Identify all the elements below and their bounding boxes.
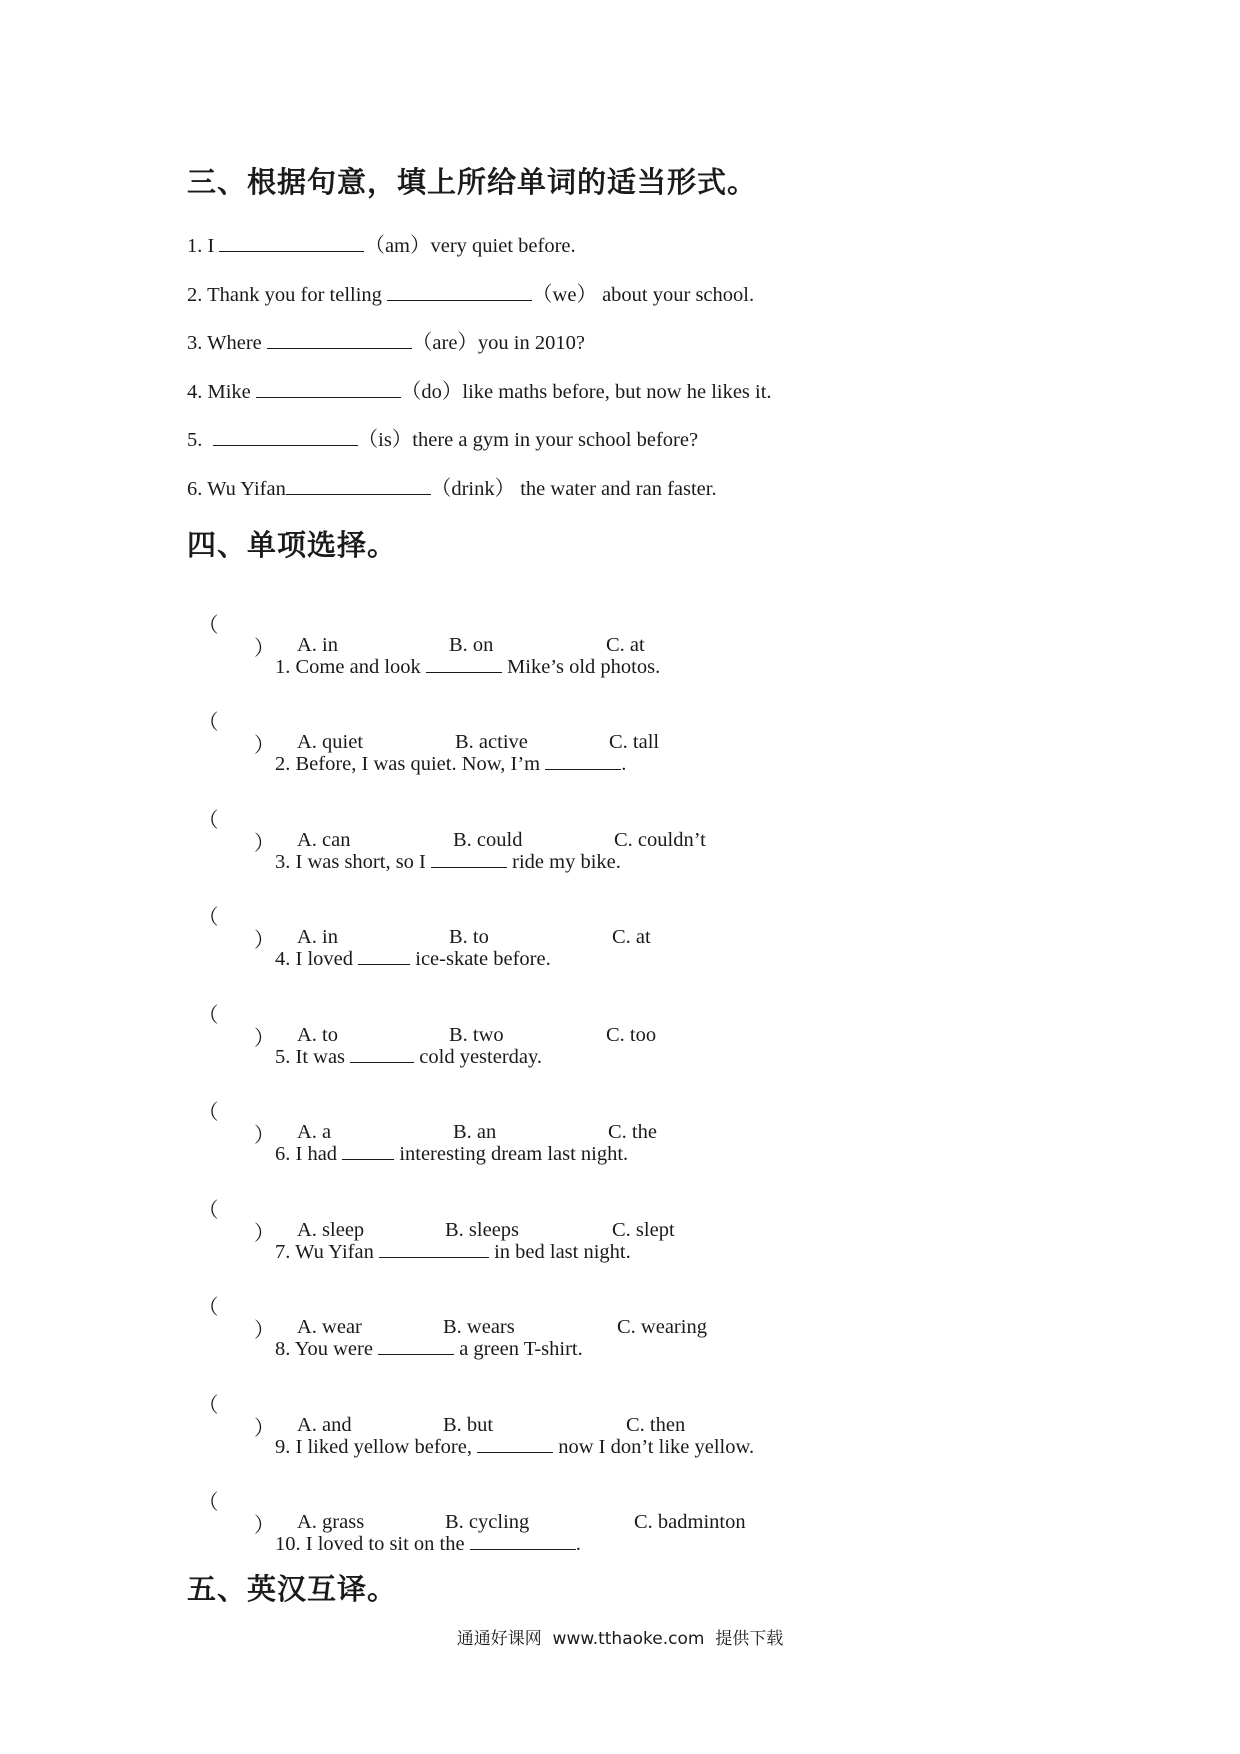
question-post: . [621, 753, 627, 775]
option-b[interactable]: B. an [453, 1121, 497, 1143]
option-c[interactable]: C. at [612, 926, 651, 948]
option-b[interactable]: B. two [449, 1024, 504, 1046]
answer-paren-right: ） [254, 1418, 275, 1440]
question-post: ride my bike. [507, 851, 621, 873]
answer-paren-left[interactable]: （ [198, 1297, 219, 1319]
option-c[interactable]: C. slept [612, 1219, 675, 1241]
answer-paren-right: ） [254, 735, 275, 757]
question-4 [0, 877, 1240, 969]
option-a[interactable]: A. grass [297, 1511, 365, 1533]
question-pre: 9. I liked yellow before, [275, 1436, 478, 1458]
fill-item-2-post: （we） about your school. [532, 284, 755, 306]
option-a[interactable]: A. can [297, 829, 351, 851]
question-text [275, 654, 660, 679]
question-text [275, 849, 621, 874]
answer-blank[interactable] [350, 1044, 414, 1063]
answer-paren-right: ） [254, 638, 275, 660]
footer-watermark: 通通好课网 www.tthaoke.com 提供下载 [456, 1629, 784, 1649]
question-pre: 5. It was [275, 1046, 351, 1068]
option-c[interactable]: C. tall [609, 731, 660, 753]
question-text [275, 946, 551, 971]
section-4-heading: 四、单项选择。 [187, 528, 398, 562]
answer-paren-right: ） [254, 1515, 275, 1537]
answer-paren-left[interactable]: （ [198, 1005, 219, 1027]
answer-blank[interactable] [286, 476, 431, 495]
question-post: a green T-shirt. [454, 1338, 583, 1360]
fill-item-1-post: （am）very quiet before. [364, 235, 576, 257]
answer-paren-left[interactable]: （ [198, 1102, 219, 1124]
answer-paren-right: ） [254, 930, 275, 952]
question-text [275, 1044, 542, 1069]
question-post: cold yesterday. [414, 1046, 543, 1068]
question-1 [0, 585, 1240, 677]
fill-item-2-pre: 2. Thank you for telling [187, 284, 388, 306]
question-post: . [575, 1533, 581, 1555]
option-a[interactable]: A. to [297, 1024, 338, 1046]
answer-blank[interactable] [387, 282, 532, 301]
question-10 [0, 1462, 1240, 1554]
fill-item-1-pre: 1. I [187, 235, 220, 257]
question-pre: 10. I loved to sit on the [275, 1533, 470, 1555]
answer-blank[interactable] [213, 427, 358, 446]
option-c[interactable]: C. couldn’t [614, 829, 706, 851]
fill-item-1 [187, 228, 576, 258]
answer-paren-left[interactable]: （ [198, 1395, 219, 1417]
option-a[interactable]: A. in [297, 634, 338, 656]
answer-paren-right: ） [254, 1028, 275, 1050]
question-3 [0, 780, 1240, 872]
answer-paren-left[interactable]: （ [198, 1200, 219, 1222]
question-7 [0, 1170, 1240, 1262]
option-c[interactable]: C. then [626, 1414, 686, 1436]
option-b[interactable]: B. sleeps [445, 1219, 520, 1241]
question-text [275, 751, 626, 776]
question-post: in bed last night. [488, 1241, 631, 1263]
answer-paren-left[interactable]: （ [198, 712, 219, 734]
option-c[interactable]: C. the [608, 1121, 657, 1143]
fill-item-4-pre: 4. Mike [187, 381, 256, 403]
option-a[interactable]: A. and [297, 1414, 352, 1436]
answer-blank[interactable] [358, 946, 410, 965]
fill-item-6-post: （drink） the water and ran faster. [430, 478, 717, 500]
question-pre: 4. I loved [275, 948, 359, 970]
question-6 [0, 1072, 1240, 1164]
question-5 [0, 975, 1240, 1067]
section-5-heading: 五、英汉互译。 [187, 1572, 398, 1606]
fill-item-4 [187, 374, 772, 404]
answer-paren-left[interactable]: （ [198, 810, 219, 832]
option-c[interactable]: C. badminton [634, 1511, 746, 1533]
fill-item-5-post: （is）there a gym in your school before? [357, 429, 699, 451]
answer-paren-left[interactable]: （ [198, 907, 219, 929]
question-8 [0, 1267, 1240, 1359]
question-pre: 1. Come and look [275, 656, 426, 678]
fill-item-3-post: （are）you in 2010? [411, 332, 585, 354]
option-a[interactable]: A. wear [297, 1316, 362, 1338]
answer-paren-right: ） [254, 1125, 275, 1147]
option-b[interactable]: B. on [449, 634, 494, 656]
fill-item-3-pre: 3. Where [187, 332, 267, 354]
question-pre: 2. Before, I was quiet. Now, I’m [275, 753, 546, 775]
fill-item-6 [187, 471, 717, 501]
option-b[interactable]: B. active [455, 731, 528, 753]
fill-item-6-pre: 6. Wu Yifan [187, 478, 286, 500]
question-post: now I don’t like yellow. [553, 1436, 755, 1458]
question-text [275, 1141, 628, 1166]
question-pre: 3. I was short, so I [275, 851, 432, 873]
option-b[interactable]: B. but [443, 1414, 494, 1436]
question-9 [0, 1365, 1240, 1457]
answer-paren-right: ） [254, 1320, 275, 1342]
question-pre: 6. I had [275, 1143, 343, 1165]
answer-blank[interactable] [342, 1141, 394, 1160]
answer-blank[interactable] [219, 233, 364, 252]
fill-item-4-post: （do）like maths before, but now he likes it. [400, 381, 772, 403]
option-a[interactable]: A. in [297, 926, 338, 948]
question-text [275, 1531, 581, 1556]
option-c[interactable]: C. too [606, 1024, 657, 1046]
question-text [275, 1336, 583, 1361]
answer-paren-right: ） [254, 1223, 275, 1245]
answer-blank[interactable] [256, 379, 401, 398]
question-post: interesting dream last night. [394, 1143, 629, 1165]
option-a[interactable]: A. a [297, 1121, 332, 1143]
question-pre: 8. You were [275, 1338, 379, 1360]
question-post: Mike’s old photos. [501, 656, 661, 678]
question-text [275, 1239, 631, 1264]
option-b[interactable]: B. cycling [445, 1511, 530, 1533]
question-pre: 7. Wu Yifan [275, 1241, 379, 1263]
answer-blank[interactable] [267, 330, 412, 349]
fill-item-3 [187, 325, 585, 355]
option-b[interactable]: B. wears [443, 1316, 515, 1338]
answer-paren-left[interactable]: （ [198, 1492, 219, 1514]
answer-paren-left[interactable]: （ [198, 615, 219, 637]
question-post: ice-skate before. [410, 948, 551, 970]
option-a[interactable]: A. quiet [297, 731, 364, 753]
fill-item-5 [187, 422, 698, 452]
option-c[interactable]: C. wearing [617, 1316, 707, 1338]
question-2 [0, 682, 1240, 774]
fill-item-2 [187, 277, 754, 307]
option-a[interactable]: A. sleep [297, 1219, 365, 1241]
fill-item-5-pre: 5. [187, 429, 213, 451]
option-b[interactable]: B. could [453, 829, 523, 851]
option-c[interactable]: C. at [606, 634, 645, 656]
answer-paren-right: ） [254, 833, 275, 855]
question-text [275, 1434, 754, 1459]
section-3-heading: 三、根据句意，填上所给单词的适当形式。 [187, 165, 758, 199]
option-b[interactable]: B. to [449, 926, 489, 948]
